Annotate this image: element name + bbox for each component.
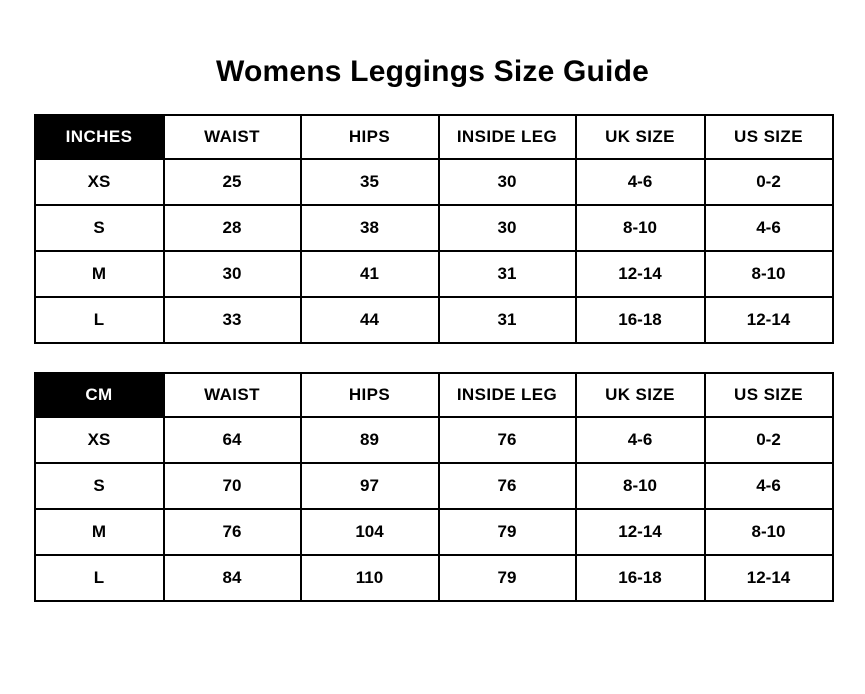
cell-waist: 64 <box>164 417 301 463</box>
cell-uk-size: 4-6 <box>576 159 705 205</box>
cell-us-size: 8-10 <box>705 509 833 555</box>
cell-inside-leg: 30 <box>439 159 576 205</box>
size-label: L <box>35 297 164 343</box>
column-header-hips: HIPS <box>301 373 439 417</box>
column-header-us-size: US SIZE <box>705 115 833 159</box>
size-label: XS <box>35 159 164 205</box>
cell-inside-leg: 31 <box>439 297 576 343</box>
cell-uk-size: 16-18 <box>576 297 705 343</box>
cell-uk-size: 8-10 <box>576 205 705 251</box>
size-label: M <box>35 251 164 297</box>
column-header-inside-leg: INSIDE LEG <box>439 373 576 417</box>
cell-waist: 70 <box>164 463 301 509</box>
cell-us-size: 12-14 <box>705 555 833 601</box>
size-label: XS <box>35 417 164 463</box>
size-label: L <box>35 555 164 601</box>
cell-waist: 76 <box>164 509 301 555</box>
inches-table-body <box>35 159 833 343</box>
table-row <box>35 555 833 601</box>
cell-waist: 28 <box>164 205 301 251</box>
column-header-waist: WAIST <box>164 115 301 159</box>
cell-inside-leg: 79 <box>439 509 576 555</box>
cell-us-size: 8-10 <box>705 251 833 297</box>
column-header-inside-leg: INSIDE LEG <box>439 115 576 159</box>
inches-size-table <box>34 114 834 344</box>
cell-hips: 35 <box>301 159 439 205</box>
cell-inside-leg: 76 <box>439 463 576 509</box>
cm-table-head <box>35 373 833 417</box>
table-row <box>35 159 833 205</box>
cell-uk-size: 4-6 <box>576 417 705 463</box>
size-label: M <box>35 509 164 555</box>
table-row <box>35 205 833 251</box>
table-row <box>35 509 833 555</box>
page-title: Womens Leggings Size Guide <box>215 55 650 88</box>
cell-hips: 89 <box>301 417 439 463</box>
cell-inside-leg: 79 <box>439 555 576 601</box>
cm-table-container <box>34 372 832 602</box>
cell-uk-size: 12-14 <box>576 251 705 297</box>
table-header-row <box>35 373 833 417</box>
table-row <box>35 251 833 297</box>
inches-table-head <box>35 115 833 159</box>
column-header-waist: WAIST <box>164 373 301 417</box>
cell-uk-size: 12-14 <box>576 509 705 555</box>
table-row <box>35 297 833 343</box>
cell-waist: 84 <box>164 555 301 601</box>
cell-hips: 104 <box>301 509 439 555</box>
cell-us-size: 0-2 <box>705 159 833 205</box>
size-label: S <box>35 463 164 509</box>
table-row <box>35 463 833 509</box>
cell-inside-leg: 31 <box>439 251 576 297</box>
cell-us-size: 4-6 <box>705 205 833 251</box>
cell-hips: 110 <box>301 555 439 601</box>
cm-size-table <box>34 372 834 602</box>
cell-uk-size: 16-18 <box>576 555 705 601</box>
cell-hips: 38 <box>301 205 439 251</box>
cell-waist: 30 <box>164 251 301 297</box>
column-header-uk-size: UK SIZE <box>576 373 705 417</box>
cell-us-size: 0-2 <box>705 417 833 463</box>
cell-hips: 44 <box>301 297 439 343</box>
inches-table-container <box>34 114 832 344</box>
size-label: S <box>35 205 164 251</box>
cell-inside-leg: 30 <box>439 205 576 251</box>
cell-us-size: 4-6 <box>705 463 833 509</box>
unit-header-cm: CM <box>35 373 164 417</box>
cell-waist: 25 <box>164 159 301 205</box>
cell-uk-size: 8-10 <box>576 463 705 509</box>
column-header-hips: HIPS <box>301 115 439 159</box>
cell-hips: 97 <box>301 463 439 509</box>
cell-us-size: 12-14 <box>705 297 833 343</box>
column-header-us-size: US SIZE <box>705 373 833 417</box>
cell-waist: 33 <box>164 297 301 343</box>
table-header-row <box>35 115 833 159</box>
column-header-uk-size: UK SIZE <box>576 115 705 159</box>
unit-header-inches: INCHES <box>35 115 164 159</box>
cell-hips: 41 <box>301 251 439 297</box>
table-row <box>35 417 833 463</box>
cell-inside-leg: 76 <box>439 417 576 463</box>
cm-table-body <box>35 417 833 601</box>
